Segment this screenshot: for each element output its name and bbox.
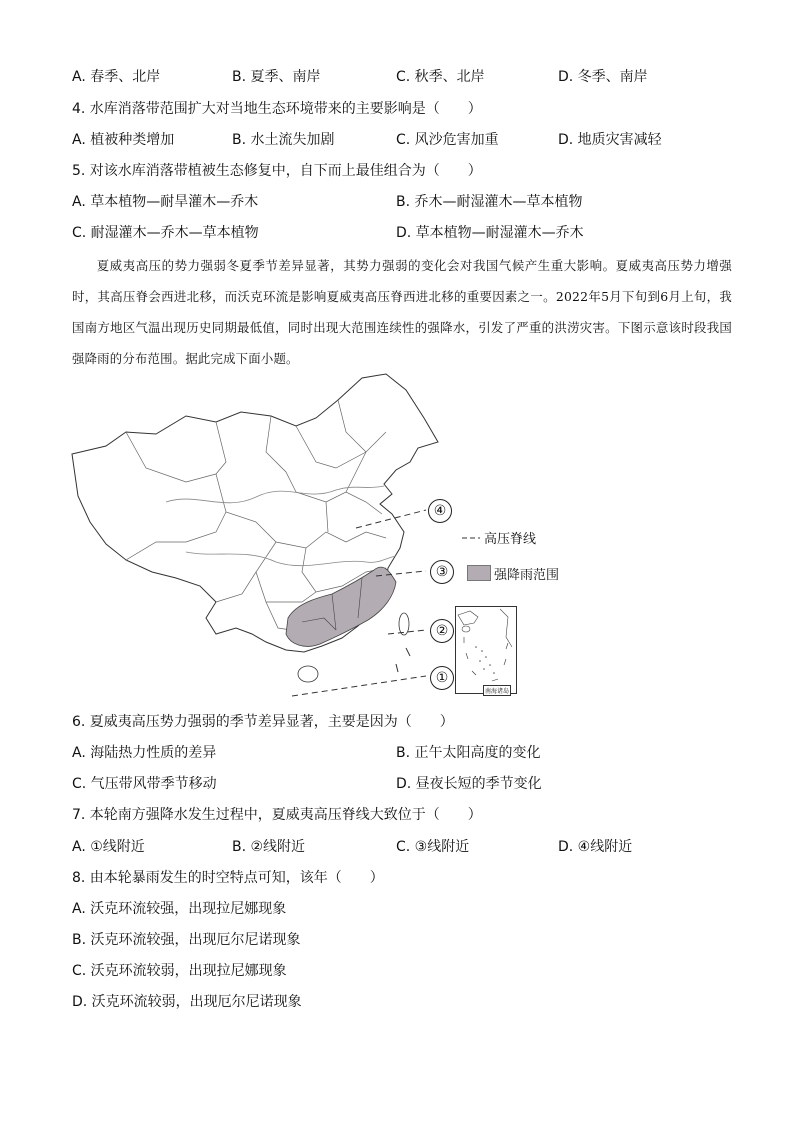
q5-option-d: D. 草本植物—耐湿灌木—乔木 — [396, 225, 584, 241]
inset-label: 南海诸岛 — [483, 685, 511, 696]
q4-option-b: B. 水土流失加剧 — [232, 132, 335, 148]
q3-option-a: A. 春季、北岸 — [72, 69, 161, 85]
q7-option-a: A. ①线附近 — [72, 839, 145, 855]
q8-stem: 8. 由本轮暴雨发生的时空特点可知，该年（ ） — [72, 870, 384, 886]
line-label-1: ① — [430, 666, 454, 690]
sea-boundary-dashes — [396, 648, 410, 672]
q7-stem: 7. 本轮南方强降水发生过程中，夏威夷高压脊线大致位于（ ） — [72, 807, 482, 823]
q3-option-b: B. 夏季、南岸 — [232, 69, 321, 85]
q4-option-c: C. 风沙危害加重 — [396, 132, 499, 148]
q7-option-c: C. ③线附近 — [396, 839, 470, 855]
q6-option-b: B. 正午太阳高度的变化 — [396, 745, 541, 761]
q8-option-d: D. 沃克环流较弱，出现厄尔尼诺现象 — [72, 994, 302, 1010]
q4-option-d: D. 地质灾害减轻 — [558, 132, 662, 148]
q6-stem: 6. 夏威夷高压势力强弱的季节差异显著，主要是因为（ ） — [72, 714, 454, 730]
south-china-sea-inset — [455, 606, 517, 694]
line-label-4: ④ — [428, 499, 452, 523]
taiwan-island — [399, 613, 409, 635]
inset-map — [456, 607, 516, 693]
legend-rain-label: 强降雨范围 — [494, 568, 560, 583]
q4-stem: 4. 水库消落带范围扩大对当地生态环境带来的主要影响是（ ） — [72, 101, 482, 117]
q5-stem: 5. 对该水库消落带植被生态修复中，自下而上最佳组合为（ ） — [72, 163, 482, 179]
passage-text: 夏威夷高压的势力强弱冬夏季节差异显著，其势力强弱的变化会对我国气候产生重大影响。夏威夷高压势力增强时，其高压脊会西进北移，而沃克环流是影响夏威夷高压脊西进北移的重要因素之一。2022年5月下旬到6月上旬，我国南方地区气温出现历史同期最低值，同时出现大范围连续性的强降水，引发了严重的洪涝灾害。下图示意该时段我国强降雨的分布范围。据此完成下面小题。 — [72, 258, 732, 366]
legend-ridge-label: 高压脊线 — [484, 532, 537, 547]
reading-passage — [72, 250, 732, 374]
q3-option-d: D. 冬季、南岸 — [558, 69, 648, 85]
q8-option-c: C. 沃克环流较弱，出现拉尼娜现象 — [72, 963, 287, 979]
q3-option-c: C. 秋季、北岸 — [396, 69, 485, 85]
china-outline — [72, 374, 438, 652]
legend-ridge-dash — [462, 534, 482, 542]
q4-option-a: A. 植被种类增加 — [72, 132, 175, 148]
hainan-island — [298, 666, 318, 682]
line-label-3: ③ — [430, 560, 454, 584]
q5-option-c: C. 耐湿灌木—乔木—草本植物 — [72, 225, 259, 241]
q5-option-a: A. 草本植物—耐旱灌木—乔木 — [72, 194, 259, 210]
q6-option-a: A. 海陆热力性质的差异 — [72, 745, 217, 761]
q8-option-b: B. 沃克环流较强，出现厄尔尼诺现象 — [72, 932, 301, 948]
q5-option-b: B. 乔木—耐湿灌木—草本植物 — [396, 194, 583, 210]
line-label-2: ② — [430, 619, 454, 643]
legend-rain-swatch — [467, 565, 491, 581]
q7-option-d: D. ④线附近 — [558, 839, 633, 855]
q8-option-a: A. 沃克环流较强，出现拉尼娜现象 — [72, 901, 287, 917]
q6-option-d: D. 昼夜长短的季节变化 — [396, 776, 542, 792]
q7-option-b: B. ②线附近 — [232, 839, 306, 855]
q6-option-c: C. 气压带风带季节移动 — [72, 776, 217, 792]
